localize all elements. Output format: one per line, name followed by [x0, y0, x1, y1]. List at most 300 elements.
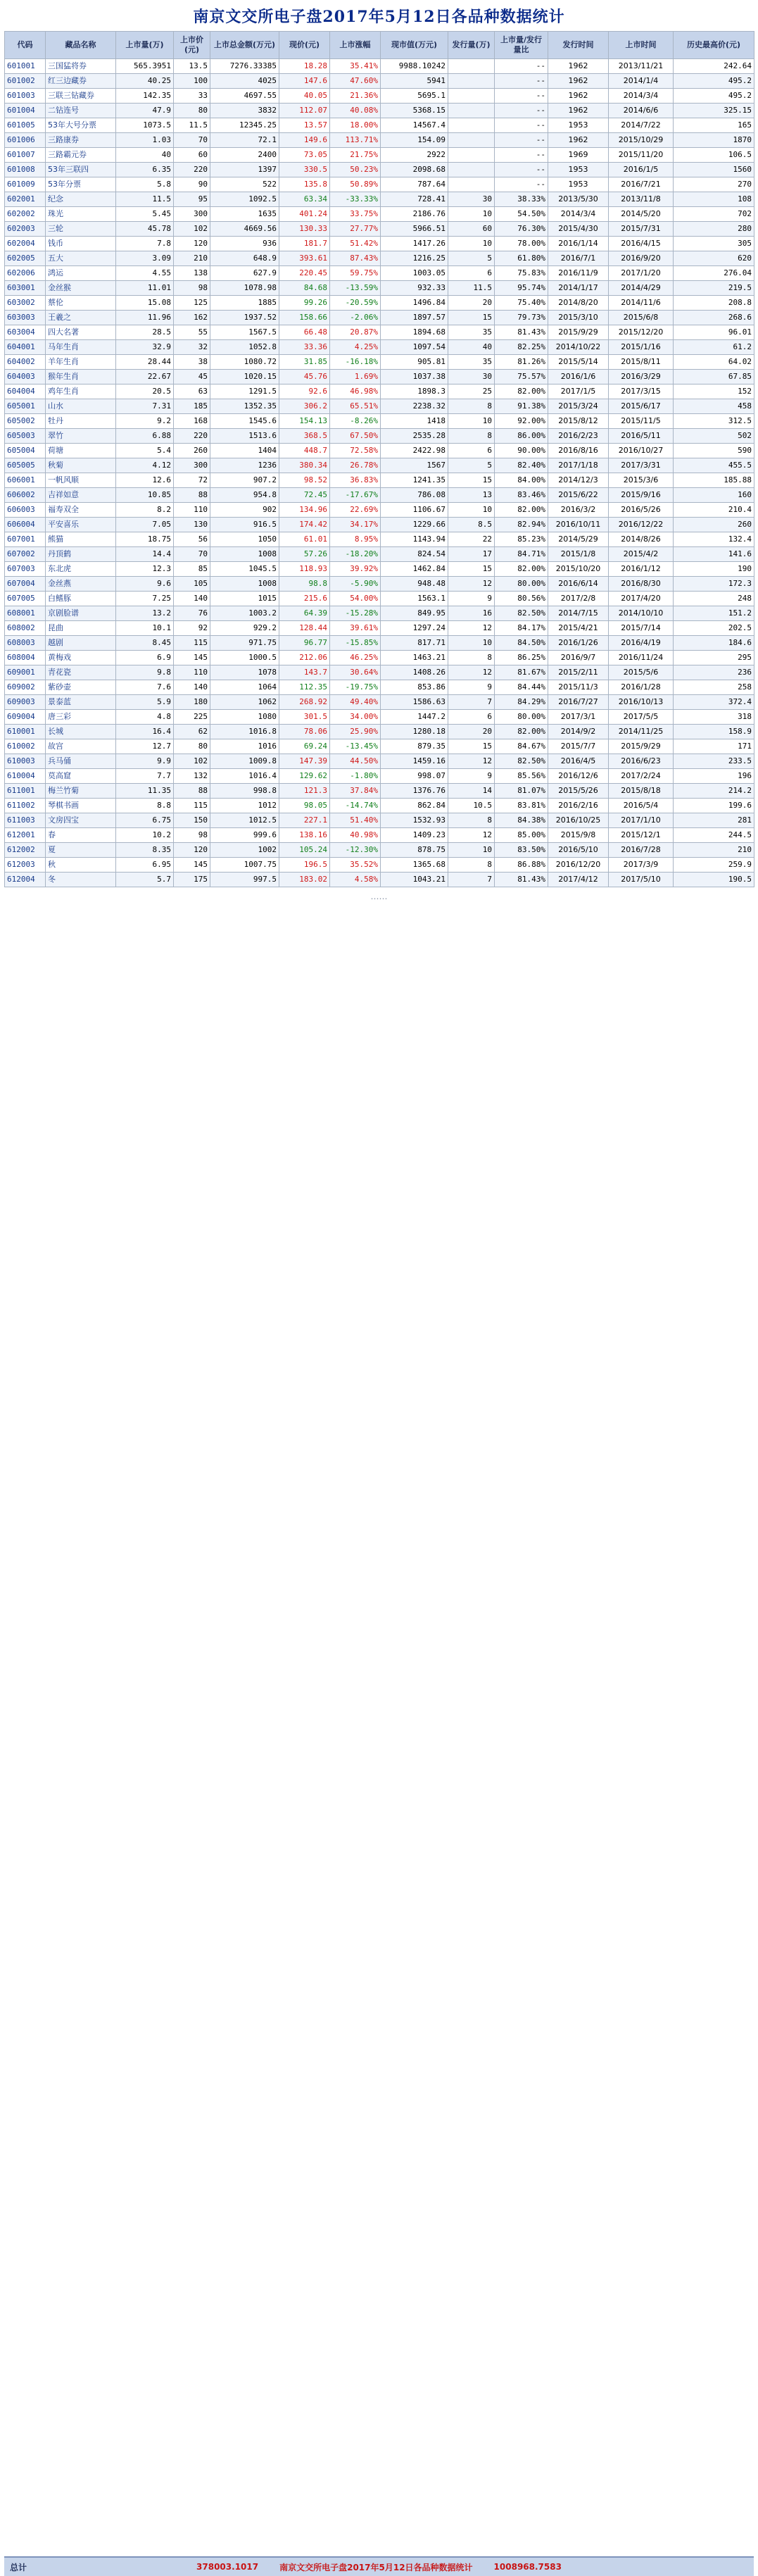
table-cell: 2015/8/18	[609, 784, 674, 799]
table-cell: 1016.8	[210, 725, 279, 739]
column-header[interactable]: 上市涨幅	[330, 32, 381, 59]
table-cell: 702	[674, 207, 754, 222]
cell-name[interactable]: 三国猛将券	[46, 59, 116, 74]
table-row[interactable]	[5, 207, 754, 222]
cell-code[interactable]: 609001	[5, 665, 46, 680]
table-cell: 84.50%	[495, 636, 548, 651]
cell-code[interactable]: 608003	[5, 636, 46, 651]
table-cell: -14.74%	[330, 799, 381, 813]
cell-name[interactable]: 福寿双全	[46, 503, 116, 518]
cell-code[interactable]: 605004	[5, 444, 46, 458]
table-cell: 106.5	[674, 148, 754, 163]
cell-name[interactable]: 长城	[46, 725, 116, 739]
cell-name[interactable]: 熊猫	[46, 532, 116, 547]
table-cell: 63.34	[279, 192, 330, 207]
cell-code[interactable]: 602004	[5, 237, 46, 251]
table-row[interactable]	[5, 843, 754, 858]
cell-code[interactable]: 607003	[5, 562, 46, 577]
table-cell: 32	[174, 340, 210, 355]
column-header[interactable]: 代码	[5, 32, 46, 59]
table-cell: 98	[174, 828, 210, 843]
cell-code[interactable]: 608001	[5, 606, 46, 621]
table-row[interactable]	[5, 251, 754, 266]
cell-code[interactable]: 610004	[5, 769, 46, 784]
cell-name[interactable]: 丹顶鹤	[46, 547, 116, 562]
table-row[interactable]	[5, 784, 754, 799]
table-cell: 233.5	[674, 754, 754, 769]
cell-code[interactable]: 606003	[5, 503, 46, 518]
cell-code[interactable]: 601002	[5, 74, 46, 89]
cell-code[interactable]: 612001	[5, 828, 46, 843]
cell-name[interactable]: 文房四宝	[46, 813, 116, 828]
cell-name[interactable]: 马年生肖	[46, 340, 116, 355]
table-cell: 47.60%	[330, 74, 381, 89]
table-cell: 1962	[548, 104, 609, 118]
table-cell: 225	[174, 710, 210, 725]
column-header[interactable]: 上市量/发行量比	[495, 32, 548, 59]
cell-name[interactable]: 荷塘	[46, 444, 116, 458]
table-row[interactable]	[5, 636, 754, 651]
table-cell: 162	[174, 311, 210, 325]
cell-code[interactable]: 601006	[5, 133, 46, 148]
table-cell: 2014/5/20	[609, 207, 674, 222]
table-cell: 9988.10242	[381, 59, 448, 74]
column-header[interactable]: 发行量(万)	[448, 32, 495, 59]
cell-name[interactable]: 琴棋书画	[46, 799, 116, 813]
table-cell: 17	[448, 547, 495, 562]
table-cell: 1280.18	[381, 725, 448, 739]
table-cell: 9.6	[116, 577, 174, 592]
table-row[interactable]	[5, 754, 754, 769]
table-cell: 2016/4/5	[548, 754, 609, 769]
table-cell: 40	[448, 340, 495, 355]
table-cell: 1496.84	[381, 296, 448, 311]
table-cell: 1885	[210, 296, 279, 311]
table-cell: 4697.55	[210, 89, 279, 104]
table-row[interactable]	[5, 503, 754, 518]
table-row[interactable]	[5, 444, 754, 458]
table-cell: 64.39	[279, 606, 330, 621]
cell-name[interactable]: 故宫	[46, 739, 116, 754]
cell-code[interactable]: 605003	[5, 429, 46, 444]
table-row[interactable]	[5, 710, 754, 725]
cell-code[interactable]: 612003	[5, 858, 46, 873]
cell-code[interactable]: 606002	[5, 488, 46, 503]
table-cell: 1073.5	[116, 118, 174, 133]
cell-code[interactable]: 610002	[5, 739, 46, 754]
cell-code[interactable]: 608002	[5, 621, 46, 636]
column-header[interactable]: 上市价(元)	[174, 32, 210, 59]
table-row[interactable]	[5, 873, 754, 887]
cell-name[interactable]: 三路康券	[46, 133, 116, 148]
cell-code[interactable]: 602003	[5, 222, 46, 237]
table-cell: 10	[448, 237, 495, 251]
cell-code[interactable]: 604001	[5, 340, 46, 355]
table-row[interactable]	[5, 577, 754, 592]
table-cell: 2016/1/12	[609, 562, 674, 577]
table-row[interactable]	[5, 739, 754, 754]
cell-name[interactable]: 青花瓷	[46, 665, 116, 680]
table-row[interactable]	[5, 59, 754, 74]
table-cell: 2014/6/6	[609, 104, 674, 118]
cell-code[interactable]: 609003	[5, 695, 46, 710]
table-row[interactable]	[5, 89, 754, 104]
table-cell: 2016/2/23	[548, 429, 609, 444]
cell-name[interactable]: 京剧脸谱	[46, 606, 116, 621]
cell-code[interactable]: 601007	[5, 148, 46, 163]
cell-code[interactable]: 603001	[5, 281, 46, 296]
cell-name[interactable]: 四大名著	[46, 325, 116, 340]
table-cell: 46.25%	[330, 651, 381, 665]
cell-code[interactable]: 612002	[5, 843, 46, 858]
cell-code[interactable]: 606001	[5, 473, 46, 488]
table-cell: 971.75	[210, 636, 279, 651]
table-row[interactable]	[5, 266, 754, 281]
table-cell: 140	[174, 592, 210, 606]
cell-code[interactable]: 609002	[5, 680, 46, 695]
cell-code[interactable]: 601001	[5, 59, 46, 74]
cell-name[interactable]: 珠光	[46, 207, 116, 222]
table-cell: 102	[174, 754, 210, 769]
table-row[interactable]	[5, 665, 754, 680]
table-cell: 8	[448, 399, 495, 414]
table-cell: 141.6	[674, 547, 754, 562]
cell-code[interactable]: 603002	[5, 296, 46, 311]
table-cell: 72.58%	[330, 444, 381, 458]
table-row[interactable]	[5, 858, 754, 873]
table-row[interactable]	[5, 488, 754, 503]
table-row[interactable]	[5, 695, 754, 710]
table-row[interactable]	[5, 725, 754, 739]
cell-name[interactable]: 三轮	[46, 222, 116, 237]
cell-name[interactable]: 一帆风顺	[46, 473, 116, 488]
cell-code[interactable]: 602002	[5, 207, 46, 222]
cell-name[interactable]: 紫砂壶	[46, 680, 116, 695]
table-cell: 10	[448, 503, 495, 518]
table-cell: 165	[674, 118, 754, 133]
table-cell: 14.4	[116, 547, 174, 562]
cell-name[interactable]: 三联三钻藏券	[46, 89, 116, 104]
cell-code[interactable]: 607001	[5, 532, 46, 547]
table-cell: 112.35	[279, 680, 330, 695]
table-cell: 2016/10/11	[548, 518, 609, 532]
table-cell: 728.41	[381, 192, 448, 207]
column-header[interactable]: 藏品名称	[46, 32, 116, 59]
table-row[interactable]	[5, 651, 754, 665]
table-cell: 180	[174, 695, 210, 710]
cell-code[interactable]: 602001	[5, 192, 46, 207]
column-header[interactable]: 上市总金额(万元)	[210, 32, 279, 59]
table-cell: -20.59%	[330, 296, 381, 311]
table-cell: 84.29%	[495, 695, 548, 710]
table-cell: 300	[174, 458, 210, 473]
table-cell: 8	[448, 858, 495, 873]
cell-name[interactable]: 三路霸元券	[46, 148, 116, 163]
table-cell: 2015/3/10	[548, 311, 609, 325]
cell-name[interactable]: 唐三彩	[46, 710, 116, 725]
cell-name[interactable]: 秋菊	[46, 458, 116, 473]
table-cell: 60	[448, 222, 495, 237]
cell-code[interactable]: 607005	[5, 592, 46, 606]
table-cell: 13.2	[116, 606, 174, 621]
table-cell: 15.08	[116, 296, 174, 311]
column-header[interactable]: 上市量(万)	[116, 32, 174, 59]
cell-name[interactable]: 吉祥如意	[46, 488, 116, 503]
table-row[interactable]	[5, 222, 754, 237]
cell-code[interactable]: 601004	[5, 104, 46, 118]
cell-code[interactable]: 611003	[5, 813, 46, 828]
cell-code[interactable]: 601009	[5, 177, 46, 192]
cell-code[interactable]: 607002	[5, 547, 46, 562]
table-cell: 2016/11/9	[548, 266, 609, 281]
table-row[interactable]	[5, 296, 754, 311]
cell-code[interactable]: 610003	[5, 754, 46, 769]
cell-name[interactable]: 金丝燕	[46, 577, 116, 592]
cell-name[interactable]: 五大	[46, 251, 116, 266]
table-row[interactable]	[5, 384, 754, 399]
cell-name[interactable]: 夏	[46, 843, 116, 858]
table-row[interactable]	[5, 458, 754, 473]
table-row[interactable]	[5, 532, 754, 547]
table-cell: 2400	[210, 148, 279, 163]
cell-name[interactable]: 猴年生肖	[46, 370, 116, 384]
table-row[interactable]	[5, 163, 754, 177]
table-cell: 1106.67	[381, 503, 448, 518]
table-cell: 85.56%	[495, 769, 548, 784]
cell-code[interactable]: 604002	[5, 355, 46, 370]
cell-name[interactable]: 金丝猴	[46, 281, 116, 296]
table-cell: 1567.5	[210, 325, 279, 340]
table-cell: 108	[674, 192, 754, 207]
table-cell: 2016/10/27	[609, 444, 674, 458]
cell-code[interactable]: 603003	[5, 311, 46, 325]
table-cell: 8.35	[116, 843, 174, 858]
cell-name[interactable]: 春	[46, 828, 116, 843]
table-cell: 76	[174, 606, 210, 621]
cell-code[interactable]: 605005	[5, 458, 46, 473]
cell-code[interactable]: 603004	[5, 325, 46, 340]
cell-name[interactable]: 纪念	[46, 192, 116, 207]
table-row[interactable]	[5, 281, 754, 296]
column-header[interactable]: 现市值(万元)	[381, 32, 448, 59]
table-cell: 7.25	[116, 592, 174, 606]
table-row[interactable]	[5, 104, 754, 118]
table-cell: 152	[674, 384, 754, 399]
cell-name[interactable]: 二钻连号	[46, 104, 116, 118]
table-cell: 20.87%	[330, 325, 381, 340]
cell-code[interactable]: 601005	[5, 118, 46, 133]
table-cell: 56	[174, 532, 210, 547]
table-cell: 13.57	[279, 118, 330, 133]
cell-code[interactable]: 607004	[5, 577, 46, 592]
table-row[interactable]	[5, 621, 754, 636]
table-cell: 85.23%	[495, 532, 548, 547]
cell-code[interactable]: 611002	[5, 799, 46, 813]
table-row[interactable]	[5, 813, 754, 828]
cell-name[interactable]: 钱币	[46, 237, 116, 251]
cell-name[interactable]: 景泰蓝	[46, 695, 116, 710]
table-row[interactable]	[5, 429, 754, 444]
cell-name[interactable]: 53年三联四	[46, 163, 116, 177]
cell-code[interactable]: 612004	[5, 873, 46, 887]
table-row[interactable]	[5, 177, 754, 192]
table-cell: 1016	[210, 739, 279, 754]
page-title: 南京文交所电子盘2017年5月12日各品种数据统计	[193, 8, 565, 26]
cell-name[interactable]: 梅兰竹菊	[46, 784, 116, 799]
table-cell: 5368.15	[381, 104, 448, 118]
table-cell: 132.4	[674, 532, 754, 547]
table-cell: 16.4	[116, 725, 174, 739]
table-row[interactable]	[5, 562, 754, 577]
table-cell: 45	[174, 370, 210, 384]
table-cell: 5	[448, 458, 495, 473]
cell-name[interactable]: 羊年生肖	[46, 355, 116, 370]
cell-code[interactable]: 610001	[5, 725, 46, 739]
cell-name[interactable]: 53年大号分票	[46, 118, 116, 133]
table-row[interactable]	[5, 133, 754, 148]
table-cell: 86.00%	[495, 429, 548, 444]
table-cell: 38	[174, 355, 210, 370]
table-cell: 259.9	[674, 858, 754, 873]
cell-code[interactable]: 605001	[5, 399, 46, 414]
table-cell: 565.3951	[116, 59, 174, 74]
table-cell: 2016/10/13	[609, 695, 674, 710]
table-cell: 12.3	[116, 562, 174, 577]
cell-code[interactable]: 605002	[5, 414, 46, 429]
table-cell: 15	[448, 739, 495, 754]
table-cell: 210	[674, 843, 754, 858]
cell-name[interactable]: 王羲之	[46, 311, 116, 325]
table-cell: 2015/9/8	[548, 828, 609, 843]
cell-name[interactable]: 秋	[46, 858, 116, 873]
cell-code[interactable]: 608004	[5, 651, 46, 665]
column-header[interactable]: 上市时间	[609, 32, 674, 59]
cell-name[interactable]: 平安喜乐	[46, 518, 116, 532]
table-cell: 248	[674, 592, 754, 606]
table-cell: 2016/12/22	[609, 518, 674, 532]
table-row[interactable]	[5, 518, 754, 532]
cell-name[interactable]: 山水	[46, 399, 116, 414]
table-cell: 13.5	[174, 59, 210, 74]
table-row[interactable]	[5, 118, 754, 133]
table-row[interactable]	[5, 237, 754, 251]
table-cell: 34.17%	[330, 518, 381, 532]
table-row[interactable]	[5, 311, 754, 325]
cell-name[interactable]: 翠竹	[46, 429, 116, 444]
table-row[interactable]	[5, 370, 754, 384]
cell-name[interactable]: 牡丹	[46, 414, 116, 429]
table-cell: 112.07	[279, 104, 330, 118]
cell-name[interactable]: 东北虎	[46, 562, 116, 577]
table-row[interactable]	[5, 592, 754, 606]
table-row[interactable]	[5, 828, 754, 843]
table-row[interactable]	[5, 547, 754, 562]
cell-code[interactable]: 602005	[5, 251, 46, 266]
table-row[interactable]	[5, 192, 754, 207]
table-row[interactable]	[5, 606, 754, 621]
cell-name[interactable]: 鸡年生肖	[46, 384, 116, 399]
table-cell: 11.35	[116, 784, 174, 799]
table-cell: 145	[174, 651, 210, 665]
cell-code[interactable]: 609004	[5, 710, 46, 725]
cell-name[interactable]: 兵马俑	[46, 754, 116, 769]
cell-name[interactable]: 越剧	[46, 636, 116, 651]
table-cell: 75.40%	[495, 296, 548, 311]
cell-name[interactable]: 昆曲	[46, 621, 116, 636]
table-cell: 907.2	[210, 473, 279, 488]
table-row[interactable]	[5, 325, 754, 340]
table-cell: 33	[174, 89, 210, 104]
cell-name[interactable]: 冬	[46, 873, 116, 887]
cell-name[interactable]: 莫高窟	[46, 769, 116, 784]
table-cell: 1143.94	[381, 532, 448, 547]
cell-name[interactable]: 蔡伦	[46, 296, 116, 311]
table-row[interactable]	[5, 355, 754, 370]
table-cell: 1937.52	[210, 311, 279, 325]
table-cell: 270	[674, 177, 754, 192]
table-cell: 1418	[381, 414, 448, 429]
table-cell: 2015/11/5	[609, 414, 674, 429]
table-cell: 37.84%	[330, 784, 381, 799]
cell-name[interactable]: 53年分票	[46, 177, 116, 192]
table-cell: 15	[448, 562, 495, 577]
cell-name[interactable]: 红三边藏券	[46, 74, 116, 89]
table-row[interactable]	[5, 473, 754, 488]
table-cell: 2014/3/4	[609, 89, 674, 104]
cell-name[interactable]: 鸿运	[46, 266, 116, 281]
cell-code[interactable]: 604004	[5, 384, 46, 399]
table-cell: 199.6	[674, 799, 754, 813]
table-cell: 4.55	[116, 266, 174, 281]
cell-code[interactable]: 604003	[5, 370, 46, 384]
cell-name[interactable]: 白鳍豚	[46, 592, 116, 606]
cell-code[interactable]: 611001	[5, 784, 46, 799]
table-row[interactable]	[5, 414, 754, 429]
table-cell: 2017/3/9	[609, 858, 674, 873]
table-row[interactable]	[5, 74, 754, 89]
cell-code[interactable]: 601008	[5, 163, 46, 177]
table-row[interactable]	[5, 680, 754, 695]
column-header[interactable]: 历史最高价(元)	[674, 32, 754, 59]
table-cell: 121.3	[279, 784, 330, 799]
table-cell: 2015/2/11	[548, 665, 609, 680]
table-cell: 34.00%	[330, 710, 381, 725]
cell-code[interactable]: 606004	[5, 518, 46, 532]
table-cell: 7.05	[116, 518, 174, 532]
table-row[interactable]	[5, 340, 754, 355]
table-row[interactable]	[5, 399, 754, 414]
table-cell: 1462.84	[381, 562, 448, 577]
table-cell: 83.46%	[495, 488, 548, 503]
table-cell: 2015/1/16	[609, 340, 674, 355]
cell-name[interactable]: 黄梅戏	[46, 651, 116, 665]
table-cell: 936	[210, 237, 279, 251]
column-header[interactable]: 现价(元)	[279, 32, 330, 59]
table-cell: 2016/1/5	[609, 163, 674, 177]
table-cell: 12345.25	[210, 118, 279, 133]
column-header[interactable]: 发行时间	[548, 32, 609, 59]
table-row[interactable]	[5, 769, 754, 784]
table-cell: 2014/11/6	[609, 296, 674, 311]
cell-code[interactable]: 602006	[5, 266, 46, 281]
total-label: 总计	[10, 2562, 27, 2572]
table-row[interactable]	[5, 148, 754, 163]
table-cell: 5.8	[116, 177, 174, 192]
table-cell: 10	[448, 207, 495, 222]
table-cell: 2016/1/28	[609, 680, 674, 695]
table-row[interactable]	[5, 799, 754, 813]
cell-code[interactable]: 601003	[5, 89, 46, 104]
